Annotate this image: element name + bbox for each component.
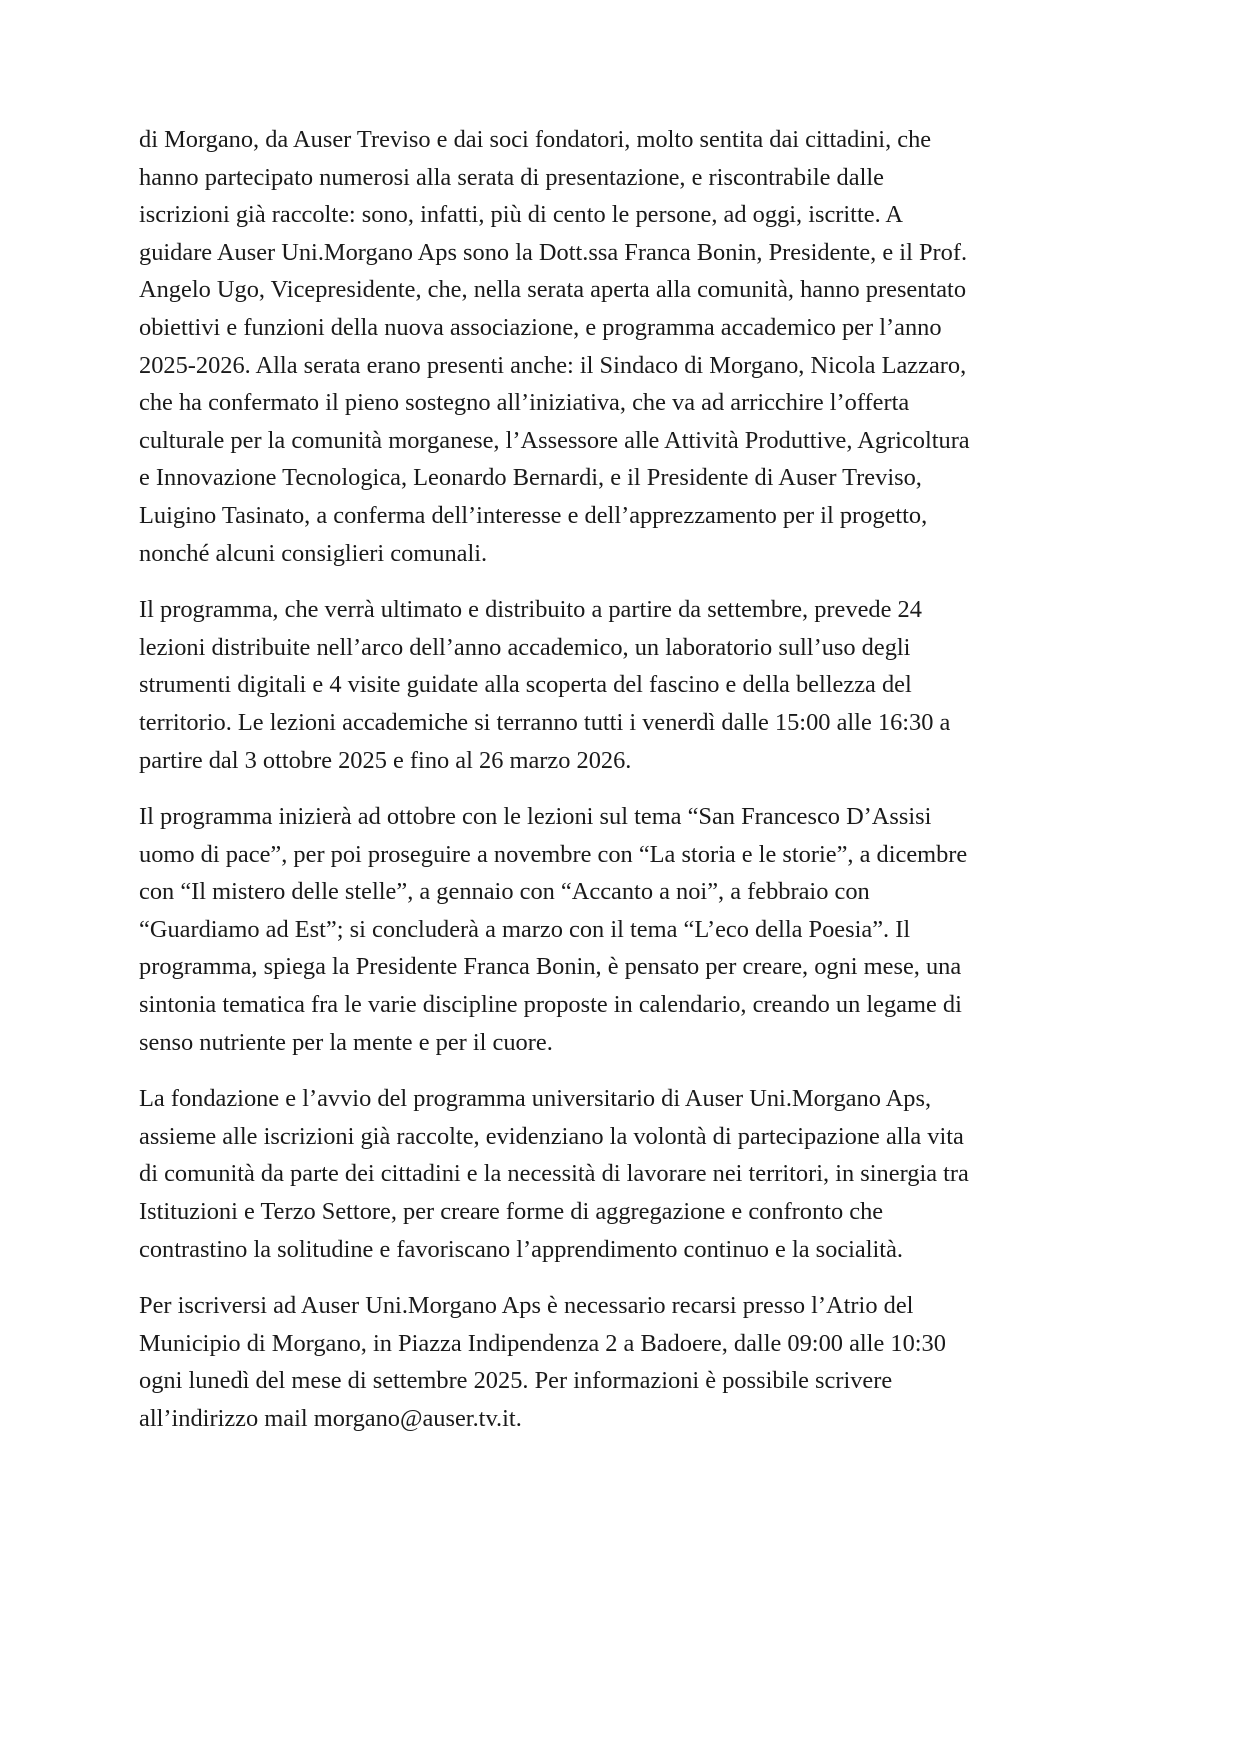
text-line: strumenti digitali e 4 visite guidate alla scoperta del fascino e della bellezza del <box>139 671 912 699</box>
text-line: che ha confermato il pieno sostegno all’iniziativa, che va ad arricchire l’offerta <box>139 389 910 417</box>
text-line: uomo di pace”, per poi proseguire a novembre con “La storia e le storie”, a dicembre <box>139 840 968 868</box>
text-line: hanno partecipato numerosi alla serata di presentazione, e riscontrabile dalle <box>139 163 884 191</box>
paragraph-community <box>139 1080 1119 1268</box>
text-line: guidare Auser Uni.Morgano Aps sono la Dott.ssa Franca Bonin, Presidente, e il Prof. <box>139 238 968 266</box>
text-line: Luigino Tasinato, a conferma dell’interesse e dell’apprezzamento per il progetto, <box>139 501 928 529</box>
text-line: di comunità da parte dei cittadini e la necessità di lavorare nei territori, in sinergia tra <box>139 1160 969 1188</box>
paragraph-presentation <box>139 121 1119 572</box>
text-line: lezioni distribuite nell’arco dell’anno accademico, un laboratorio sull’uso degli <box>139 633 911 661</box>
text-line: con “Il mistero delle stelle”, a gennaio con “Accanto a noi”, a febbraio con <box>139 878 870 906</box>
text-line: Per iscriversi ad Auser Uni.Morgano Aps è necessario recarsi presso l’Atrio del <box>139 1292 914 1320</box>
article-body <box>139 121 1119 1457</box>
text-line: sintonia tematica fra le varie discipline proposte in calendario, creando un legame di <box>139 991 962 1019</box>
text-line: nonché alcuni consiglieri comunali. <box>139 539 488 567</box>
text-line: all’indirizzo mail morgano@auser.tv.it. <box>139 1405 522 1432</box>
paragraph-enrollment-info <box>139 1287 1119 1437</box>
paragraph-monthly-themes <box>139 798 1119 1061</box>
text-line: Angelo Ugo, Vicepresidente, che, nella serata aperta alla comunità, hanno presentato <box>139 276 967 304</box>
text-line: Istituzioni e Terzo Settore, per creare forme di aggregazione e confronto che <box>139 1198 884 1226</box>
text-line: territorio. Le lezioni accademiche si terranno tutti i venerdì dalle 15:00 alle 16:30 a <box>139 708 951 736</box>
text-line: obiettivi e funzioni della nuova associazione, e programma accademico per l’anno <box>139 313 942 341</box>
text-line: partire dal 3 ottobre 2025 e fino al 26 marzo 2026. <box>139 746 632 774</box>
text-line: ogni lunedì del mese di settembre 2025. Per informazioni è possibile scrivere <box>139 1367 893 1395</box>
text-line: 2025-2026. Alla serata erano presenti anche: il Sindaco di Morgano, Nicola Lazzaro, <box>139 351 967 379</box>
paragraph-program-overview <box>139 591 1119 779</box>
text-line: Municipio di Morgano, in Piazza Indipendenza 2 a Badoere, dalle 09:00 alle 10:30 <box>139 1329 946 1357</box>
text-line: di Morgano, da Auser Treviso e dai soci fondatori, molto sentita dai cittadini, che <box>139 126 932 153</box>
text-line: e Innovazione Tecnologica, Leonardo Bernardi, e il Presidente di Auser Treviso, <box>139 464 922 492</box>
text-line: La fondazione e l’avvio del programma universitario di Auser Uni.Morgano Aps, <box>139 1085 932 1113</box>
text-line: assieme alle iscrizioni già raccolte, evidenziano la volontà di partecipazione alla vita <box>139 1122 964 1150</box>
text-line: contrastino la solitudine e favoriscano l’apprendimento continuo e la socialità. <box>139 1235 904 1263</box>
text-line: Il programma inizierà ad ottobre con le lezioni sul tema “San Francesco D’Assisi <box>139 803 932 831</box>
text-line: culturale per la comunità morganese, l’Assessore alle Attività Produttive, Agricoltura <box>139 426 970 454</box>
text-line: programma, spiega la Presidente Franca Bonin, è pensato per creare, ogni mese, una <box>139 953 962 981</box>
text-line: senso nutriente per la mente e per il cuore. <box>139 1028 553 1056</box>
text-line: iscrizioni già raccolte: sono, infatti, più di cento le persone, ad oggi, iscritte. A <box>139 201 904 229</box>
text-line: Il programma, che verrà ultimato e distribuito a partire da settembre, prevede 24 <box>139 596 922 624</box>
text-line: “Guardiamo ad Est”; si concluderà a marzo con il tema “L’eco della Poesia”. Il <box>139 915 911 943</box>
